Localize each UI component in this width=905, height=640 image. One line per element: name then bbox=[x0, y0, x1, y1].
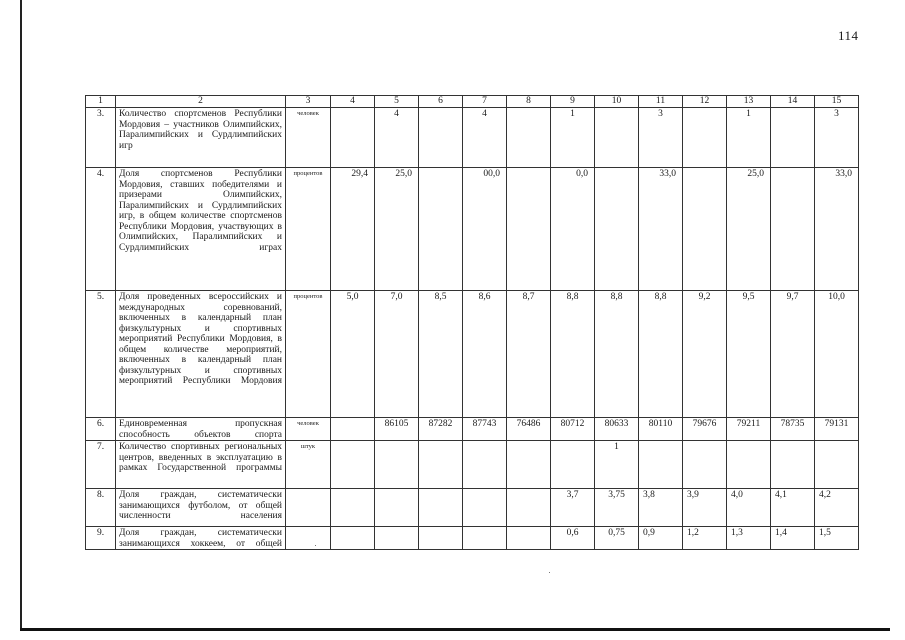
value-cell: 29,4 bbox=[331, 168, 375, 291]
value-cell: 79131 bbox=[815, 418, 859, 441]
value-cell: 9,2 bbox=[683, 291, 727, 418]
header-cell: 14 bbox=[771, 96, 815, 108]
table-row bbox=[86, 291, 859, 418]
value-cell bbox=[551, 441, 595, 489]
unit-cell bbox=[286, 489, 331, 527]
value-cell: 3 bbox=[815, 108, 859, 168]
value-cell bbox=[683, 108, 727, 168]
value-cell: 1,4 bbox=[771, 527, 815, 550]
indicators-table bbox=[85, 95, 859, 550]
value-cell: 1 bbox=[595, 441, 639, 489]
value-cell: 80633 bbox=[595, 418, 639, 441]
value-cell: 0,75 bbox=[595, 527, 639, 550]
row-number: 7. bbox=[86, 441, 116, 489]
scan-speck bbox=[549, 572, 550, 573]
value-cell: 8,8 bbox=[595, 291, 639, 418]
value-cell: 80712 bbox=[551, 418, 595, 441]
value-cell: 8,7 bbox=[507, 291, 551, 418]
value-cell bbox=[331, 527, 375, 550]
row-number: 4. bbox=[86, 168, 116, 291]
value-cell: 1 bbox=[551, 108, 595, 168]
value-cell: 8,5 bbox=[419, 291, 463, 418]
row-number: 5. bbox=[86, 291, 116, 418]
table-row bbox=[86, 489, 859, 527]
value-cell: 3 bbox=[639, 108, 683, 168]
unit-cell: процентов bbox=[286, 291, 331, 418]
value-cell: 76486 bbox=[507, 418, 551, 441]
value-cell: 3,8 bbox=[639, 489, 683, 527]
value-cell: 8,8 bbox=[639, 291, 683, 418]
header-cell: 11 bbox=[639, 96, 683, 108]
value-cell: 1 bbox=[727, 108, 771, 168]
table-row bbox=[86, 108, 859, 168]
value-cell bbox=[595, 168, 639, 291]
value-cell: 00,0 bbox=[463, 168, 507, 291]
value-cell bbox=[419, 489, 463, 527]
value-cell: 4,0 bbox=[727, 489, 771, 527]
value-cell: 5,0 bbox=[331, 291, 375, 418]
value-cell: 4,2 bbox=[815, 489, 859, 527]
value-cell bbox=[331, 441, 375, 489]
value-cell bbox=[683, 168, 727, 291]
header-cell: 9 bbox=[551, 96, 595, 108]
value-cell: 79676 bbox=[683, 418, 727, 441]
indicator-name: Доля проведенных всероссийских и международных соревнований, включенных в календарный план физкультурных и спортивных мероприятий Республики Мордовия, в общем количестве мероприятий, включенных в календарный план физкультурных и спортивных мероприятий Республики Мордовия bbox=[116, 291, 286, 418]
value-cell bbox=[331, 418, 375, 441]
table-row bbox=[86, 441, 859, 489]
value-cell: 3,9 bbox=[683, 489, 727, 527]
value-cell: 8,8 bbox=[551, 291, 595, 418]
table-row bbox=[86, 418, 859, 441]
value-cell: 0,6 bbox=[551, 527, 595, 550]
unit-cell: процентов bbox=[286, 168, 331, 291]
indicator-name: Количество спортсменов Республики Мордовия – участников Олимпийских, Паралимпийских и Сурдлимпийских игр bbox=[116, 108, 286, 168]
value-cell bbox=[771, 441, 815, 489]
header-cell: 12 bbox=[683, 96, 727, 108]
value-cell bbox=[815, 441, 859, 489]
value-cell: 3,75 bbox=[595, 489, 639, 527]
value-cell: 87743 bbox=[463, 418, 507, 441]
header-cell: 8 bbox=[507, 96, 551, 108]
value-cell bbox=[683, 441, 727, 489]
header-cell: 3 bbox=[286, 96, 331, 108]
indicator-name: Доля граждан, систематически занимающихся футболом, от общей численности населения bbox=[116, 489, 286, 527]
value-cell bbox=[771, 168, 815, 291]
value-cell bbox=[375, 489, 419, 527]
value-cell: 9,5 bbox=[727, 291, 771, 418]
header-cell: 5 bbox=[375, 96, 419, 108]
value-cell bbox=[375, 441, 419, 489]
value-cell: 25,0 bbox=[375, 168, 419, 291]
value-cell: 7,0 bbox=[375, 291, 419, 418]
indicator-name: Единовременная пропускная способность объектов спорта bbox=[116, 418, 286, 441]
value-cell bbox=[639, 441, 683, 489]
header-cell: 4 bbox=[331, 96, 375, 108]
indicator-name: Доля граждан, систематически занимающихся хоккеем, от общей bbox=[116, 527, 286, 550]
value-cell: 0,9 bbox=[639, 527, 683, 550]
value-cell: 33,0 bbox=[815, 168, 859, 291]
value-cell: 25,0 bbox=[727, 168, 771, 291]
table-row bbox=[86, 527, 859, 550]
scan-bottom-edge bbox=[20, 628, 890, 631]
scan-left-edge bbox=[20, 0, 22, 631]
header-cell: 2 bbox=[116, 96, 286, 108]
value-cell: 79211 bbox=[727, 418, 771, 441]
value-cell: 87282 bbox=[419, 418, 463, 441]
indicator-name: Количество спортивных региональных центров, введенных в эксплуатацию в рамках Государственной программы bbox=[116, 441, 286, 489]
row-number: 6. bbox=[86, 418, 116, 441]
value-cell: 1,3 bbox=[727, 527, 771, 550]
value-cell bbox=[419, 168, 463, 291]
header-cell: 1 bbox=[86, 96, 116, 108]
header-cell: 6 bbox=[419, 96, 463, 108]
value-cell: 78735 bbox=[771, 418, 815, 441]
value-cell: 4 bbox=[375, 108, 419, 168]
value-cell: 33,0 bbox=[639, 168, 683, 291]
value-cell bbox=[507, 441, 551, 489]
value-cell: 10,0 bbox=[815, 291, 859, 418]
indicator-name: Доля спортсменов Республики Мордовия, ставших победителями и призерами Олимпийских, Паралимпийских и Сурдлимпийских игр, в общем количестве спортсменов Республики Мордовия, участвующих в Олимпийских, Паралимпийских и Сурдлимпийских играх bbox=[116, 168, 286, 291]
scan-speck bbox=[315, 545, 316, 546]
value-cell: 86105 bbox=[375, 418, 419, 441]
value-cell: 3,7 bbox=[551, 489, 595, 527]
row-number: 8. bbox=[86, 489, 116, 527]
value-cell bbox=[463, 527, 507, 550]
value-cell bbox=[507, 489, 551, 527]
value-cell bbox=[771, 108, 815, 168]
table-row bbox=[86, 168, 859, 291]
value-cell bbox=[507, 108, 551, 168]
value-cell: 4,1 bbox=[771, 489, 815, 527]
header-row bbox=[86, 96, 859, 108]
unit-cell: человек bbox=[286, 108, 331, 168]
table-body bbox=[86, 96, 859, 550]
value-cell: 1,5 bbox=[815, 527, 859, 550]
value-cell: 80110 bbox=[639, 418, 683, 441]
unit-cell: штук bbox=[286, 441, 331, 489]
value-cell bbox=[419, 441, 463, 489]
unit-cell bbox=[286, 527, 331, 550]
value-cell: 1,2 bbox=[683, 527, 727, 550]
header-cell: 15 bbox=[815, 96, 859, 108]
value-cell bbox=[331, 489, 375, 527]
unit-cell: человек bbox=[286, 418, 331, 441]
value-cell: 0,0 bbox=[551, 168, 595, 291]
header-cell: 7 bbox=[463, 96, 507, 108]
value-cell bbox=[419, 108, 463, 168]
value-cell bbox=[507, 168, 551, 291]
value-cell bbox=[419, 527, 463, 550]
value-cell bbox=[727, 441, 771, 489]
value-cell bbox=[375, 527, 419, 550]
header-cell: 13 bbox=[727, 96, 771, 108]
value-cell bbox=[507, 527, 551, 550]
value-cell bbox=[595, 108, 639, 168]
value-cell: 4 bbox=[463, 108, 507, 168]
row-number: 9. bbox=[86, 527, 116, 550]
value-cell: 9,7 bbox=[771, 291, 815, 418]
page-number: 114 bbox=[838, 28, 859, 43]
header-cell: 10 bbox=[595, 96, 639, 108]
value-cell bbox=[463, 489, 507, 527]
row-number: 3. bbox=[86, 108, 116, 168]
value-cell bbox=[463, 441, 507, 489]
value-cell bbox=[331, 108, 375, 168]
value-cell: 8,6 bbox=[463, 291, 507, 418]
